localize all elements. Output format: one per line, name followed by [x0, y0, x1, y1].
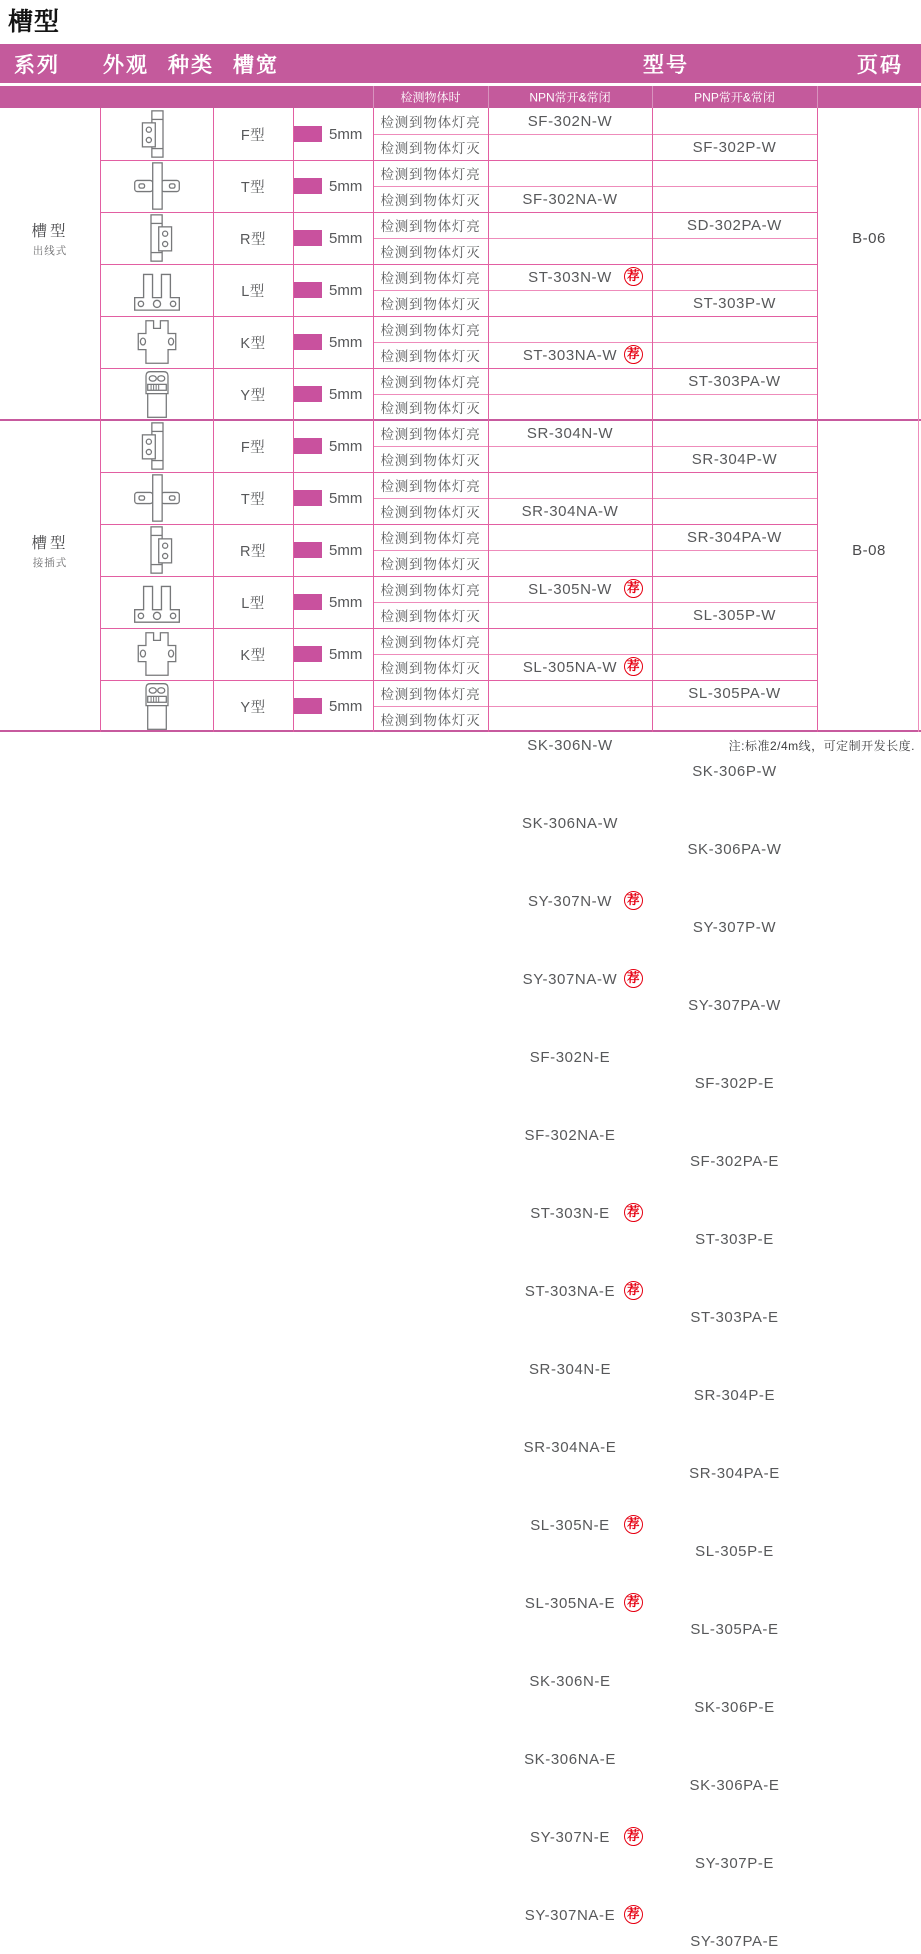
npn-model: SF-302NA-E: [524, 1126, 616, 1144]
type-label: Y型: [240, 699, 266, 716]
divider: [100, 264, 817, 265]
npn-model: SR-304NA-W: [521, 502, 619, 520]
type-label: K型: [240, 647, 266, 664]
appearance-cell: [100, 108, 213, 160]
divider: [100, 680, 817, 681]
pnp-model-cell: [652, 836, 817, 862]
recommend-badge: 荐: [624, 267, 643, 286]
pnp-model-cell: [652, 446, 817, 472]
npn-model: SK-306N-E: [529, 1672, 611, 1690]
appearance-cell: [100, 524, 213, 576]
detect-condition-cell: [373, 680, 488, 706]
f-sensor-icon: [138, 110, 176, 158]
npn-model: SR-304NA-E: [523, 1438, 617, 1456]
slot-width-swatch: [293, 490, 322, 506]
divider: [0, 419, 921, 421]
npn-model-cell: [488, 186, 652, 212]
npn-model-cell: [488, 1590, 652, 1616]
pnp-model-cell: [652, 1850, 817, 1876]
pnp-model: SF-302P-E: [694, 1074, 775, 1092]
detect-condition-cell: [373, 706, 488, 732]
page-code-cell: [817, 420, 921, 732]
divider: [488, 86, 489, 108]
slot-width-cell: [293, 316, 373, 368]
npn-model: SY-307N-E: [530, 1828, 610, 1846]
detect-condition-label: 检测到物体灯灭: [380, 505, 481, 520]
page-code: B-08: [852, 541, 886, 559]
pnp-model-cell: [652, 680, 817, 706]
slot-width-cell: [293, 420, 373, 472]
detect-condition-label: 检测到物体灯亮: [380, 687, 481, 702]
t-sensor-icon: [133, 474, 181, 522]
col-header-appearance: 外观: [103, 53, 149, 77]
npn-model-cell: [488, 1200, 652, 1226]
divider: [373, 498, 817, 499]
pnp-model-cell: [652, 992, 817, 1018]
detect-condition-cell: [373, 524, 488, 550]
type-cell: [213, 420, 293, 472]
y-sensor-icon: [140, 682, 174, 731]
npn-model: SF-302N-W: [527, 112, 613, 130]
l-sensor-icon: [132, 268, 182, 313]
slot-width-cell: [293, 680, 373, 732]
type-cell: [213, 576, 293, 628]
pnp-model: SY-307P-E: [694, 1854, 775, 1872]
pnp-model: SK-306P-W: [692, 762, 777, 780]
slot-width-cell: [293, 108, 373, 160]
slot-width-swatch: [293, 438, 322, 454]
detect-condition-label: 检测到物体灯灭: [380, 661, 481, 676]
detect-condition-cell: [373, 550, 488, 576]
npn-model-cell: [488, 420, 652, 446]
pnp-model-cell: [652, 290, 817, 316]
type-cell: [213, 628, 293, 680]
footnote: 注:标准2/4m线，可定制开发长度.: [728, 739, 915, 753]
npn-model: SK-306NA-E: [524, 1750, 616, 1768]
series-title: 槽型: [31, 222, 69, 240]
divider: [652, 108, 653, 732]
slot-width-value: 5mm: [329, 125, 363, 143]
slot-width-cell: [293, 472, 373, 524]
recommend-badge: 荐: [624, 891, 643, 910]
divider: [100, 368, 817, 369]
f-sensor-icon: [138, 422, 176, 470]
slot-width-swatch: [293, 386, 322, 402]
npn-model-cell: [488, 576, 652, 602]
pnp-model: SR-304P-W: [691, 450, 778, 468]
detect-condition-cell: [373, 602, 488, 628]
detect-condition-label: 检测到物体灯灭: [380, 141, 481, 156]
slot-width-value: 5mm: [329, 489, 363, 507]
npn-model-cell: [488, 1512, 652, 1538]
slot-width-swatch: [293, 282, 322, 298]
divider: [373, 290, 817, 291]
type-cell: [213, 472, 293, 524]
npn-model: SF-302N-E: [529, 1048, 611, 1066]
pnp-model: SD-302PA-W: [687, 216, 782, 234]
recommend-badge: 荐: [624, 657, 643, 676]
type-label: L型: [241, 283, 265, 300]
divider: [373, 342, 817, 343]
type-cell: [213, 316, 293, 368]
divider: [488, 108, 489, 732]
pnp-model: ST-303P-E: [695, 1230, 774, 1248]
pnp-model-cell: [652, 1460, 817, 1486]
slot-width-cell: [293, 628, 373, 680]
npn-model: SY-307NA-E: [524, 1906, 616, 1924]
pnp-model: ST-303PA-W: [688, 372, 781, 390]
pnp-model-cell: [652, 134, 817, 160]
npn-model-cell: [488, 1902, 652, 1928]
npn-model-cell: [488, 810, 652, 836]
divider: [373, 108, 374, 732]
detect-condition-label: 检测到物体灯灭: [380, 713, 481, 728]
detect-condition-cell: [373, 472, 488, 498]
appearance-cell: [100, 576, 213, 628]
detect-condition-label: 检测到物体灯灭: [380, 193, 481, 208]
r-sensor-icon: [138, 214, 176, 262]
pnp-model: SY-307PA-W: [688, 996, 781, 1014]
npn-model: SF-302NA-W: [522, 190, 618, 208]
detect-condition-cell: [373, 186, 488, 212]
detect-condition-label: 检测到物体灯亮: [380, 427, 481, 442]
pnp-model-cell: [652, 1226, 817, 1252]
recommend-badge: 荐: [624, 1515, 643, 1534]
detect-condition-cell: [373, 238, 488, 264]
slot-width-swatch: [293, 646, 322, 662]
pnp-model-cell: [652, 212, 817, 238]
pnp-model: SL-305PA-E: [690, 1620, 779, 1638]
detect-condition-label: 检测到物体灯亮: [380, 479, 481, 494]
slot-width-swatch: [293, 542, 322, 558]
npn-model: ST-303NA-W: [522, 346, 618, 364]
divider: [373, 654, 817, 655]
npn-model-cell: [488, 1668, 652, 1694]
detect-condition-label: 检测到物体灯亮: [380, 635, 481, 650]
appearance-cell: [100, 680, 213, 732]
divider: [817, 86, 818, 108]
slot-width-swatch: [293, 334, 322, 350]
npn-model-cell: [488, 1824, 652, 1850]
pnp-model-cell: [652, 602, 817, 628]
pnp-model: ST-303P-W: [693, 294, 776, 312]
pnp-model-cell: [652, 1148, 817, 1174]
npn-model-cell: [488, 1122, 652, 1148]
npn-model: ST-303N-E: [530, 1204, 610, 1222]
slot-width-value: 5mm: [329, 177, 363, 195]
npn-model-cell: [488, 108, 652, 134]
pnp-model: SL-305P-W: [693, 606, 776, 624]
slot-width-value: 5mm: [329, 593, 363, 611]
col-header-slot-width: 槽宽: [233, 53, 279, 77]
slot-width-swatch: [293, 230, 322, 246]
type-cell: [213, 160, 293, 212]
detect-condition-label: 检测到物体灯亮: [380, 531, 481, 546]
detect-condition-cell: [373, 394, 488, 420]
pnp-model-cell: [652, 1070, 817, 1096]
pnp-model: SK-306PA-W: [687, 840, 782, 858]
slot-width-cell: [293, 160, 373, 212]
recommend-badge: 荐: [624, 1203, 643, 1222]
npn-model: ST-303N-W: [528, 268, 612, 286]
npn-model: SL-305NA-E: [524, 1594, 616, 1612]
series-title: 槽型: [31, 534, 69, 552]
detect-condition-label: 检测到物体灯亮: [380, 271, 481, 286]
col-header-model: 型号: [643, 53, 689, 77]
divider: [100, 472, 817, 473]
divider: [373, 550, 817, 551]
col-header-series: 系列: [14, 53, 60, 77]
detect-condition-label: 检测到物体灯亮: [380, 323, 481, 338]
detect-condition-label: 检测到物体灯灭: [380, 245, 481, 260]
npn-model: SY-307NA-W: [522, 970, 618, 988]
recommend-badge: 荐: [624, 579, 643, 598]
divider: [0, 730, 921, 732]
divider: [652, 86, 653, 108]
detect-condition-cell: [373, 420, 488, 446]
type-label: F型: [240, 127, 266, 144]
pnp-model: SL-305P-E: [695, 1542, 774, 1560]
detect-condition-cell: [373, 446, 488, 472]
recommend-badge: 荐: [624, 1593, 643, 1612]
slot-width-value: 5mm: [329, 645, 363, 663]
npn-model: SL-305N-W: [528, 580, 612, 598]
pnp-model-cell: [652, 1616, 817, 1642]
pnp-model-cell: [652, 1772, 817, 1798]
subheader-detect: 检测物体时: [400, 90, 461, 105]
pnp-model: SR-304PA-E: [689, 1464, 780, 1482]
page-code: B-06: [852, 229, 886, 247]
pnp-model-cell: [652, 1928, 817, 1954]
type-label: R型: [240, 543, 266, 560]
pnp-model: SF-302PA-E: [689, 1152, 780, 1170]
detect-condition-label: 检测到物体灯亮: [380, 219, 481, 234]
type-cell: [213, 680, 293, 732]
divider: [918, 108, 919, 732]
l-sensor-icon: [132, 580, 182, 625]
slot-width-swatch: [293, 126, 322, 142]
divider: [373, 186, 817, 187]
divider: [817, 108, 818, 732]
r-sensor-icon: [138, 526, 176, 574]
detect-condition-label: 检测到物体灯灭: [380, 297, 481, 312]
divider: [100, 576, 817, 577]
detect-condition-cell: [373, 576, 488, 602]
detect-condition-label: 检测到物体灯亮: [380, 115, 481, 130]
npn-model-cell: [488, 342, 652, 368]
slot-width-value: 5mm: [329, 437, 363, 455]
appearance-cell: [100, 368, 213, 420]
detect-condition-cell: [373, 134, 488, 160]
detect-condition-cell: [373, 368, 488, 394]
type-label: Y型: [240, 387, 266, 404]
divider: [373, 238, 817, 239]
detect-condition-cell: [373, 108, 488, 134]
npn-model-cell: [488, 732, 652, 758]
detect-condition-cell: [373, 212, 488, 238]
slot-width-swatch: [293, 178, 322, 194]
type-label: K型: [240, 335, 266, 352]
npn-model-cell: [488, 1434, 652, 1460]
col-header-page: 页码: [857, 53, 903, 77]
k-sensor-icon: [133, 319, 181, 365]
divider: [373, 134, 817, 135]
type-cell: [213, 524, 293, 576]
detect-condition-label: 检测到物体灯灭: [380, 349, 481, 364]
npn-model-cell: [488, 498, 652, 524]
divider: [213, 108, 214, 732]
pnp-model: SY-307P-W: [692, 918, 777, 936]
detect-condition-cell: [373, 264, 488, 290]
detect-condition-cell: [373, 290, 488, 316]
type-label: F型: [240, 439, 266, 456]
type-label: L型: [241, 595, 265, 612]
slot-width-value: 5mm: [329, 281, 363, 299]
type-label: T型: [240, 491, 266, 508]
slot-width-cell: [293, 264, 373, 316]
recommend-badge: 荐: [624, 1281, 643, 1300]
detect-condition-cell: [373, 316, 488, 342]
appearance-cell: [100, 264, 213, 316]
pnp-model: ST-303PA-E: [690, 1308, 779, 1326]
slot-width-value: 5mm: [329, 229, 363, 247]
series-cell: [0, 108, 100, 420]
detect-condition-label: 检测到物体灯亮: [380, 375, 481, 390]
slot-width-value: 5mm: [329, 541, 363, 559]
detect-condition-cell: [373, 498, 488, 524]
pnp-model: SK-306P-E: [694, 1698, 775, 1716]
slot-width-cell: [293, 576, 373, 628]
series-subtitle: 出线式: [32, 244, 68, 257]
slot-width-value: 5mm: [329, 385, 363, 403]
appearance-cell: [100, 472, 213, 524]
detect-condition-label: 检测到物体灯灭: [380, 453, 481, 468]
npn-model-cell: [488, 264, 652, 290]
subheader-pnp: PNP常开&常闭: [694, 90, 775, 105]
type-cell: [213, 212, 293, 264]
type-cell: [213, 368, 293, 420]
appearance-cell: [100, 316, 213, 368]
divider: [100, 316, 817, 317]
npn-model: SY-307N-W: [527, 892, 613, 910]
recommend-badge: 荐: [624, 969, 643, 988]
pnp-model-cell: [652, 524, 817, 550]
npn-model: SK-306N-W: [527, 736, 613, 754]
type-label: R型: [240, 231, 266, 248]
pnp-model: SR-304P-E: [693, 1386, 776, 1404]
y-sensor-icon: [140, 370, 174, 419]
series-cell: [0, 420, 100, 732]
divider: [373, 394, 817, 395]
appearance-cell: [100, 420, 213, 472]
detect-condition-cell: [373, 628, 488, 654]
slot-width-value: 5mm: [329, 333, 363, 351]
detect-condition-cell: [373, 160, 488, 186]
detect-condition-label: 检测到物体灯灭: [380, 609, 481, 624]
appearance-cell: [100, 160, 213, 212]
npn-model-cell: [488, 1044, 652, 1070]
series-subtitle: 接插式: [32, 556, 68, 569]
pnp-model-cell: [652, 1304, 817, 1330]
npn-model: SK-306NA-W: [521, 814, 619, 832]
table-subheader-band: [0, 86, 921, 108]
divider: [100, 212, 817, 213]
pnp-model: SR-304PA-W: [687, 528, 782, 546]
subheader-npn: NPN常开&常闭: [529, 90, 611, 105]
pnp-model: SF-302P-W: [692, 138, 777, 156]
pnp-model: SK-306PA-E: [689, 1776, 780, 1794]
type-cell: [213, 108, 293, 160]
recommend-badge: 荐: [624, 345, 643, 364]
slot-width-cell: [293, 524, 373, 576]
pnp-model-cell: [652, 758, 817, 784]
recommend-badge: 荐: [624, 1905, 643, 1924]
npn-model: SR-304N-W: [526, 424, 614, 442]
pnp-model: SY-307PA-E: [690, 1932, 779, 1950]
npn-model: SR-304N-E: [528, 1360, 612, 1378]
col-header-kind: 种类: [168, 53, 214, 77]
detect-condition-cell: [373, 342, 488, 368]
divider: [100, 108, 101, 732]
npn-model-cell: [488, 1746, 652, 1772]
pnp-model-cell: [652, 1694, 817, 1720]
npn-model-cell: [488, 1278, 652, 1304]
slot-width-cell: [293, 212, 373, 264]
t-sensor-icon: [133, 162, 181, 210]
recommend-badge: 荐: [624, 1827, 643, 1846]
divider: [373, 446, 817, 447]
type-label: T型: [240, 179, 266, 196]
npn-model-cell: [488, 888, 652, 914]
npn-model-cell: [488, 966, 652, 992]
appearance-cell: [100, 212, 213, 264]
divider: [373, 86, 374, 108]
k-sensor-icon: [133, 631, 181, 677]
divider: [100, 160, 817, 161]
appearance-cell: [100, 628, 213, 680]
pnp-model-cell: [652, 368, 817, 394]
detect-condition-label: 检测到物体灯灭: [380, 401, 481, 416]
divider: [293, 108, 294, 732]
divider: [373, 706, 817, 707]
divider: [100, 628, 817, 629]
pnp-model: SL-305PA-W: [688, 684, 781, 702]
detect-condition-cell: [373, 654, 488, 680]
table-header-band: [0, 44, 921, 83]
npn-model: SL-305NA-W: [522, 658, 618, 676]
slot-width-value: 5mm: [329, 697, 363, 715]
slot-width-cell: [293, 368, 373, 420]
slot-width-swatch: [293, 594, 322, 610]
npn-model: ST-303NA-E: [524, 1282, 616, 1300]
npn-model-cell: [488, 1356, 652, 1382]
pnp-model-cell: [652, 914, 817, 940]
slot-width-swatch: [293, 698, 322, 714]
detect-condition-label: 检测到物体灯灭: [380, 557, 481, 572]
page-title: 槽型: [8, 8, 61, 36]
page-code-cell: [817, 108, 921, 420]
pnp-model-cell: [652, 1538, 817, 1564]
divider: [100, 524, 817, 525]
detect-condition-label: 检测到物体灯亮: [380, 583, 481, 598]
detect-condition-label: 检测到物体灯亮: [380, 167, 481, 182]
type-cell: [213, 264, 293, 316]
npn-model: SL-305N-E: [530, 1516, 610, 1534]
divider: [373, 602, 817, 603]
npn-model-cell: [488, 654, 652, 680]
pnp-model-cell: [652, 1382, 817, 1408]
